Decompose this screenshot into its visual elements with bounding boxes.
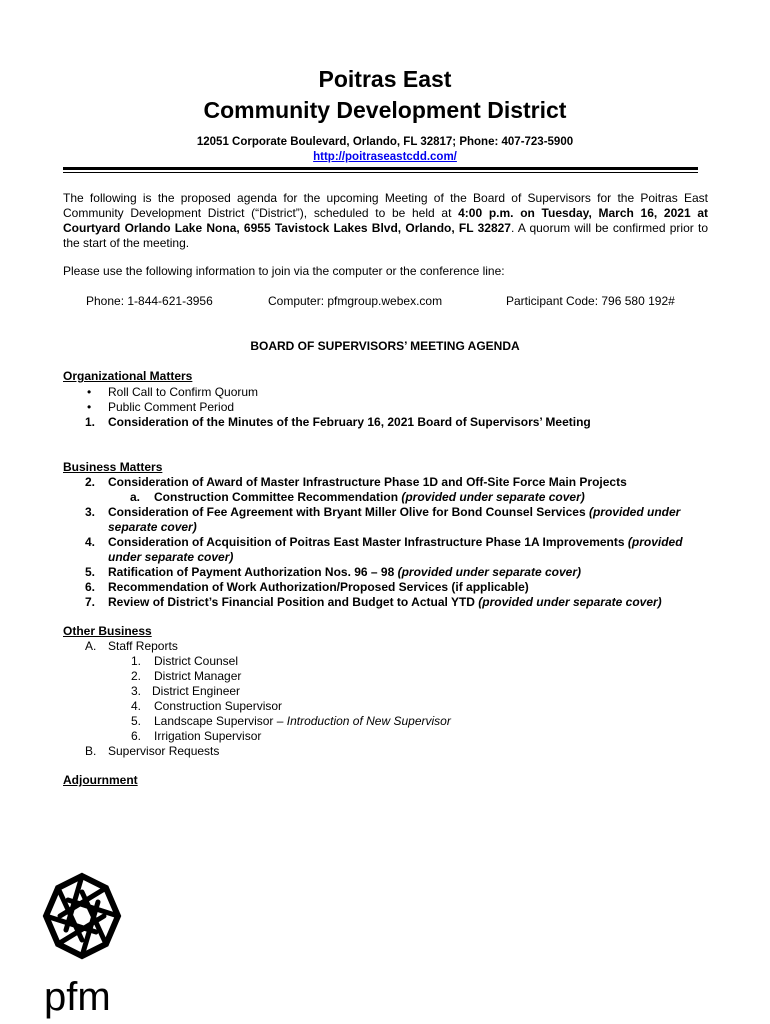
item-note: (provided under: [588, 505, 681, 519]
document-header: [0, 64, 770, 165]
section-adjournment: Adjournment: [63, 773, 138, 787]
item-number: 4.: [131, 699, 142, 713]
item-number: 2.: [131, 669, 142, 683]
agenda-item-payment-ratification: [108, 565, 581, 580]
item-number: 5.: [85, 565, 96, 579]
report-district-engineer: District Engineer: [152, 684, 241, 698]
meeting-details: 4:00 p.m. on Tuesday, March 16, 2021 at Courtyard Orlando Lake Nona, 6955 Tavistock Lakes Blvd, Orlando, FL 32827: [63, 206, 708, 235]
agenda-item-award-phase-1d: Consideration of Award of Master Infrastructure Phase 1D and Off-Site Force Main Projects: [108, 475, 627, 489]
report-note: Introduction of New Supervisor: [286, 714, 451, 728]
item-number: 4.: [85, 535, 96, 549]
subitem-text: Construction Committee Recommendation: [154, 490, 402, 504]
item-text: Review of District’s Financial Position and Budget to Actual YTD: [108, 595, 479, 609]
district-name-line1: Poitras East: [318, 66, 452, 92]
item-note-continued: under separate cover): [108, 550, 234, 564]
item-number: 7.: [85, 595, 96, 609]
district-website-link[interactable]: http://poitraseastcdd.com/: [313, 151, 457, 163]
bullet-icon: •: [87, 400, 92, 414]
item-text: Ratification of Payment Authorization Nos. 96 – 98: [108, 565, 398, 579]
join-instructions: Please use the following information to join via the computer or the conference line:: [63, 264, 505, 278]
agenda-subitem-committee-recommendation: [154, 490, 585, 505]
agenda-item-fee-agreement: [108, 505, 680, 520]
agenda-item-roll-call: Roll Call to Confirm Quorum: [108, 385, 259, 399]
item-number: 3.: [85, 505, 96, 519]
item-note: (provided under separate cover): [478, 595, 662, 609]
item-text: Consideration of Acquisition of Poitras East Master Infrastructure Phase 1A Improvements: [108, 535, 628, 549]
header-divider-thick: [63, 167, 698, 170]
agenda-item-acquisition-phase-1a: [108, 535, 683, 550]
item-note: (provided: [627, 535, 683, 549]
item-text: Consideration of Fee Agreement with Bryant Miller Olive for Bond Counsel Services: [108, 505, 589, 519]
agenda-item-work-authorization: Recommendation of Work Authorization/Proposed Services (if applicable): [108, 580, 529, 594]
district-address: 12051 Corporate Boulevard, Orlando, FL 32817; Phone: 407-723-5900: [196, 136, 574, 148]
bullet-icon: •: [87, 385, 92, 399]
item-number: 5.: [131, 714, 142, 728]
subitem-note: (provided under separate cover): [401, 490, 585, 504]
section-other-business: Other Business: [63, 624, 152, 638]
phone-number: Phone: 1-844-621-3956: [86, 294, 213, 308]
report-irrigation-supervisor: Irrigation Supervisor: [154, 729, 262, 743]
report-text: Landscape Supervisor –: [154, 714, 287, 728]
item-number: 1.: [131, 654, 142, 668]
supervisor-requests: Supervisor Requests: [108, 744, 220, 758]
intro-text-a: The following is the proposed agenda for the upcoming Meeting of the Board of Supervisors for the Poitras East Community Development District (“District”), scheduled to be held at: [63, 191, 708, 220]
item-number: 1.: [85, 415, 96, 429]
item-number: 6.: [85, 580, 96, 594]
webex-address: Computer: pfmgroup.webex.com: [268, 294, 443, 308]
agenda-heading: BOARD OF SUPERVISORS’ MEETING AGENDA: [250, 339, 520, 353]
agenda-item-financial-review: [108, 595, 662, 610]
agenda-item-minutes: Consideration of the Minutes of the February 16, 2021 Board of Supervisors’ Meeting: [108, 415, 591, 429]
report-district-counsel: District Counsel: [154, 654, 239, 668]
pfm-logo-text: pfm: [44, 975, 111, 1019]
intro-paragraph: [63, 191, 708, 251]
report-district-manager: District Manager: [154, 669, 242, 683]
report-landscape-supervisor: [154, 714, 451, 729]
item-note: (provided under separate cover): [397, 565, 581, 579]
participant-code: Participant Code: 796 580 192#: [506, 294, 675, 308]
item-note-continued: separate cover): [108, 520, 197, 534]
report-construction-supervisor: Construction Supervisor: [154, 699, 283, 713]
intro-text-b: . A quorum will be confirmed prior to the start of the meeting.: [63, 221, 708, 250]
agenda-item-public-comment: Public Comment Period: [108, 400, 235, 414]
header-divider-thin: [63, 172, 698, 173]
item-number: 2.: [85, 475, 96, 489]
item-number: 3.: [131, 684, 142, 698]
sub-item-letter: a.: [130, 490, 141, 504]
item-letter: A.: [85, 639, 97, 653]
item-letter: B.: [85, 744, 97, 758]
section-business-matters: Business Matters: [63, 460, 163, 474]
district-name-line2: Community Development District: [203, 97, 567, 123]
staff-reports: Staff Reports: [108, 639, 178, 653]
section-organizational-matters: Organizational Matters: [63, 369, 193, 383]
item-number: 6.: [131, 729, 142, 743]
pfm-logo-icon: [36, 870, 128, 1020]
